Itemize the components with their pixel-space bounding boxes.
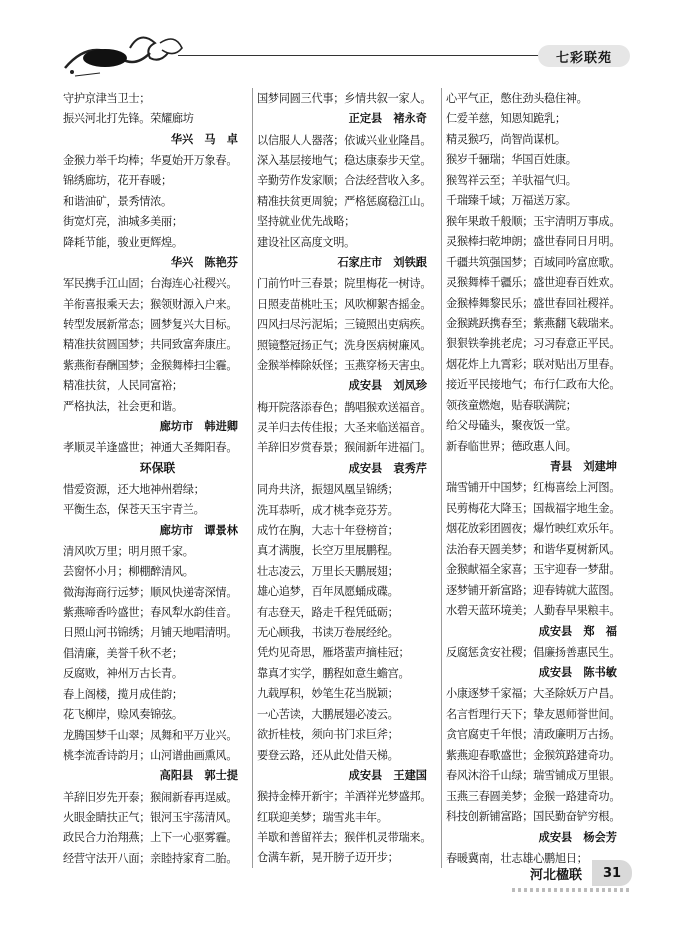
couplet-line: 春上阁楼，揽月成佳韵； — [63, 687, 183, 701]
couplet-line: 金猴献福全家喜；玉宇迎春一梦甜。 — [446, 563, 621, 577]
author-line: 成安县 郑 福 — [538, 624, 617, 638]
couplet-line: 国梦同圆三代事；乡情共叙一家人。 — [257, 92, 432, 105]
couplet-line: 经营守法开八面；亲睦持家育二胎。 — [63, 851, 238, 865]
author-line: 正定县 褚永奇 — [348, 112, 427, 126]
couplet-line: 锦绣廊坊，花开春暖； — [63, 174, 172, 188]
couplet-line: 微海海商行远梦；顺风快递寄深情。 — [63, 585, 238, 599]
author-line: 高阳县 郭士提 — [159, 769, 238, 783]
couplet-line: 反腐败，神州万古长青。 — [63, 667, 183, 681]
couplet-line: 金猴跳跃携春至；紫燕翻飞载瑞来。 — [446, 316, 621, 330]
couplet-line: 洗耳恭听，成才桃李竞芬芳。 — [257, 503, 399, 517]
couplet-line: 贪官腐吏千年恨；清政廉明万古扬。 — [446, 728, 621, 742]
header-rule — [178, 55, 595, 56]
couplet-line: 猴驾祥云至；羊驮福气归。 — [446, 173, 577, 187]
couplet-line: 羊辞旧岁赏春景；猴闹新年进福门。 — [257, 441, 432, 455]
couplet-line: 金猴举棒除妖怪；玉燕穿杨天害虫。 — [257, 359, 432, 373]
couplet-line: 瑞雪铺开中国梦；红梅喜绘上河图。 — [446, 481, 621, 495]
couplet-line: 建设社区高度文明。 — [257, 235, 355, 249]
couplet-line: 灵猴舞棒千疆乐；盛世迎春百姓欢。 — [446, 276, 621, 290]
couplet-line: 真才满腹，长空万里展鹏程。 — [257, 544, 399, 558]
couplet-line: 九载厚积，妙笔生花当脱颖； — [257, 687, 399, 701]
couplet-line: 欲折桂枝，须向书门求巨斧； — [257, 728, 399, 742]
section-title: 七彩联苑 — [538, 45, 630, 67]
couplet-line: 接近平民接地气；布行仁政布大伦。 — [446, 378, 621, 392]
couplet-line: 千疆共筑强国梦；百域同吟富庶歌。 — [446, 255, 621, 269]
couplet-line: 民剪梅花大降玉；国裁福字地生金。 — [446, 501, 621, 515]
couplet-line: 法治春天圆美梦；和谐华夏树新风。 — [446, 542, 621, 556]
couplet-line: 羊衔喜报乘天去；猴领财源入户来。 — [63, 297, 238, 311]
couplet-line: 日照山河书锦绣；月铺天地唱清明。 — [63, 626, 238, 640]
couplet-line: 仁爱羊慈，知恩知跪乳； — [446, 112, 566, 126]
author-line: 成安县 陈书敏 — [538, 666, 617, 680]
couplet-line: 清风吹万里；明月照千家。 — [63, 544, 194, 558]
couplet-line: 四风扫尽污泥垢；三镜照出吏病疾。 — [257, 318, 432, 332]
couplet-line: 梅开院落添春色；鹊唱猴欢送福音。 — [257, 400, 432, 414]
couplet-line: 春风沐浴千山绿；瑞雪铺成万里银。 — [446, 769, 621, 783]
couplet-line: 新春临世界；德政惠人间。 — [446, 439, 577, 453]
couplet-line: 火眼金睛扶正气；银河玉宇荡清风。 — [63, 810, 238, 824]
page-number: 31 — [592, 860, 632, 886]
footer-stripes — [512, 888, 632, 892]
couplet-line: 政民合力治翔燕；上下一心驱雾霾。 — [63, 831, 238, 845]
couplet-line: 要登云路，还从此处借天梯。 — [257, 748, 399, 762]
couplet-line: 猴岁千骊瑞；华国百姓康。 — [446, 153, 577, 167]
couplet-line: 烟花炸上九霄彩；联对贴出万里春。 — [446, 357, 621, 371]
author-line: 成安县 袁秀芹 — [348, 461, 427, 475]
couplet-line: 羊辞旧岁先开泰；猴闹新春再逞威。 — [63, 790, 238, 804]
couplet-line: 照镜整冠扬正气；洗身医病树廉风。 — [257, 338, 432, 352]
column-1 — [63, 88, 253, 868]
couplet-line: 精灵猴巧，尚智尚谋机。 — [446, 132, 566, 146]
author-line: 廊坊市 韩进卿 — [159, 420, 238, 434]
author-line: 华兴 陈艳芬 — [170, 256, 238, 270]
couplet-line: 紫燕衔春酬国梦；金猴舞棒扫尘霾。 — [63, 358, 238, 372]
couplet-line: 千瑞臻千域；万福送万家。 — [446, 194, 577, 208]
couplet-line: 狠狠铁拳挑老虎；习习春意正平民。 — [446, 337, 621, 351]
couplet-line: 成竹在胸，大志十年登榜首； — [257, 523, 399, 537]
couplet-line: 无心顾我，书读万卷展经纶。 — [257, 626, 399, 640]
couplet-line: 降耗节能，骏业更辉煌。 — [63, 235, 183, 249]
couplet-line: 猴年果敢千般顺；玉宇清明万事成。 — [446, 214, 621, 228]
couplet-line: 金猴棒舞黎民乐；盛世春回社稷祥。 — [446, 296, 621, 310]
journal-name: 河北楹联 — [529, 867, 582, 883]
couplet-line: 孝顺灵羊逢盛世；神通大圣舞阳春。 — [63, 441, 238, 455]
couplet-line: 小康逐梦千家福；大圣除妖万户昌。 — [446, 687, 621, 701]
author-line: 成安县 刘凤珍 — [348, 379, 427, 393]
couplet-line: 玉燕三春圆美梦；金猴一路建奇功。 — [446, 789, 621, 803]
author-line: 青县 刘建坤 — [549, 460, 617, 474]
couplet-line: 羊歇和善留祥去；猴伴机灵带瑞来。 — [257, 831, 432, 845]
column-2 — [253, 88, 442, 868]
couplet-line: 心平气正，憋住劲头稳住神。 — [446, 92, 588, 105]
couplet-line: 花飞柳岸，赊风奏锦弦。 — [63, 708, 183, 722]
couplet-line: 紫燕啼香吟盛世；春风犁水韵佳音。 — [63, 606, 238, 620]
couplet-line: 严格执法，社会更和谐。 — [63, 399, 183, 413]
couplet-line: 金猴力举千均棒；华夏始开万象春。 — [63, 154, 238, 167]
couplet-line: 红联迎美梦；瑞雪兆丰年。 — [257, 810, 388, 824]
couplet-line: 平衡生态，保苍天玉宇青兰。 — [63, 503, 205, 517]
couplet-line: 辛勤劳作发家顺；合法经营收入多。 — [257, 174, 432, 188]
couplet-line: 春暖冀南，壮志雄心鹏旭日； — [446, 851, 588, 865]
couplet-line: 精准扶贫圆国梦；共同致富奔康庄。 — [63, 338, 238, 352]
couplet-line: 烟花放彩团圆夜；爆竹映红欢乐年。 — [446, 522, 621, 536]
couplet-line: 精准扶贫更周貌；严格惩腐稳江山。 — [257, 194, 432, 208]
page-footer — [520, 860, 632, 886]
couplet-line: 军民携手江山固；台海连心社稷兴。 — [63, 277, 238, 291]
couplet-line: 龙腾国梦千山翠；凤舞和平万业兴。 — [63, 728, 238, 742]
column-3 — [442, 88, 631, 868]
couplet-line: 门前竹叶三春景；院里梅花一树诗。 — [257, 277, 432, 291]
couplet-line: 科技创新铺富路；国民勤奋铲穷根。 — [446, 810, 621, 824]
couplet-line: 猴持金棒开新宇；羊酒祥光梦盛邦。 — [257, 790, 432, 804]
couplet-line: 仓满车新，晃开膀子迈开步； — [257, 851, 399, 865]
couplet-line: 凭灼见奇思，雁塔蜚声摘桂冠； — [257, 646, 410, 660]
couplet-line: 雄心追梦，百年凤愿蛹成碟。 — [257, 585, 399, 599]
couplet-line: 名言哲理行天下；挚友恩师誉世间。 — [446, 707, 621, 721]
couplet-line: 芸窗怀小月；柳棚醉清风。 — [63, 565, 194, 579]
couplet-line: 灵猴棒扫乾坤朗；盛世春同日月明。 — [446, 235, 621, 249]
couplet-line: 坚持就业优先战略； — [257, 215, 355, 229]
couplet-line: 和谐油矿，景秀情浓。 — [63, 194, 172, 208]
couplet-line: 壮志凌云，万里长天鹏展翅； — [257, 564, 399, 578]
couplet-line: 桃李流香诗韵月；山河谱曲画熏风。 — [63, 748, 238, 762]
couplet-line: 守护京津当卫士； — [63, 92, 151, 105]
couplet-line: 转型发展新常态；圆梦复兴大目标。 — [63, 318, 238, 332]
couplet-line: 靠真才实学，鹏程如意生蟾宫。 — [257, 666, 410, 680]
author-line: 成安县 王建国 — [348, 768, 427, 782]
couplet-line: 灵羊归去传佳报；大圣来临送福音。 — [257, 421, 432, 435]
author-line: 华兴 马 卓 — [170, 132, 238, 146]
couplet-line: 水碧天蓝环境美；人勤春早果粮丰。 — [446, 604, 621, 618]
couplet-line: 紫燕迎春歌盛世；金猴筑路建奇功。 — [446, 748, 621, 762]
couplet-line: 振兴河北打先锋。荣耀廊坊 — [63, 112, 194, 126]
couplet-line: 深入基层接地气；稳达康泰步天堂。 — [257, 154, 432, 168]
couplet-line: 给父母磕头，聚夜饭一堂。 — [446, 419, 577, 433]
couplet-line: 领孩童燃炮，贴春联满院； — [446, 398, 577, 412]
couplet-line: 逐梦铺开新富路；迎春铸就大蓝图。 — [446, 583, 621, 597]
couplet-line: 倡清廉，美誉千秋不老； — [63, 646, 183, 660]
author-line: 廊坊市 谭景林 — [159, 523, 238, 537]
couplet-line: 惜爱资源，还大地神州碧绿； — [63, 482, 205, 496]
couplet-line: 一心苦读，大鹏展翅必凌云。 — [257, 707, 399, 721]
author-line: 石家庄市 刘铁跟 — [337, 256, 427, 270]
couplet-columns — [63, 88, 631, 868]
couplet-line: 以信服人人器落；依诚兴业业隆昌。 — [257, 133, 432, 147]
couplet-line: 有志登天，路走千程凭砥砺； — [257, 605, 399, 619]
couplet-line: 街宽灯亮，油城多美丽； — [63, 215, 183, 229]
couplet-line: 同舟共济，振翅风凰呈锦绣； — [257, 483, 399, 497]
section-heading: 环保联 — [139, 460, 176, 475]
couplet-line: 反腐惩贪安社稷；倡廉扬善惠民生。 — [446, 645, 621, 659]
author-line: 成安县 杨会芳 — [538, 830, 617, 844]
couplet-line: 精准扶贫，人民同富裕； — [63, 379, 183, 393]
couplet-line: 日照麦苗桃吐玉；风吹柳絮杏摇金。 — [257, 297, 432, 311]
